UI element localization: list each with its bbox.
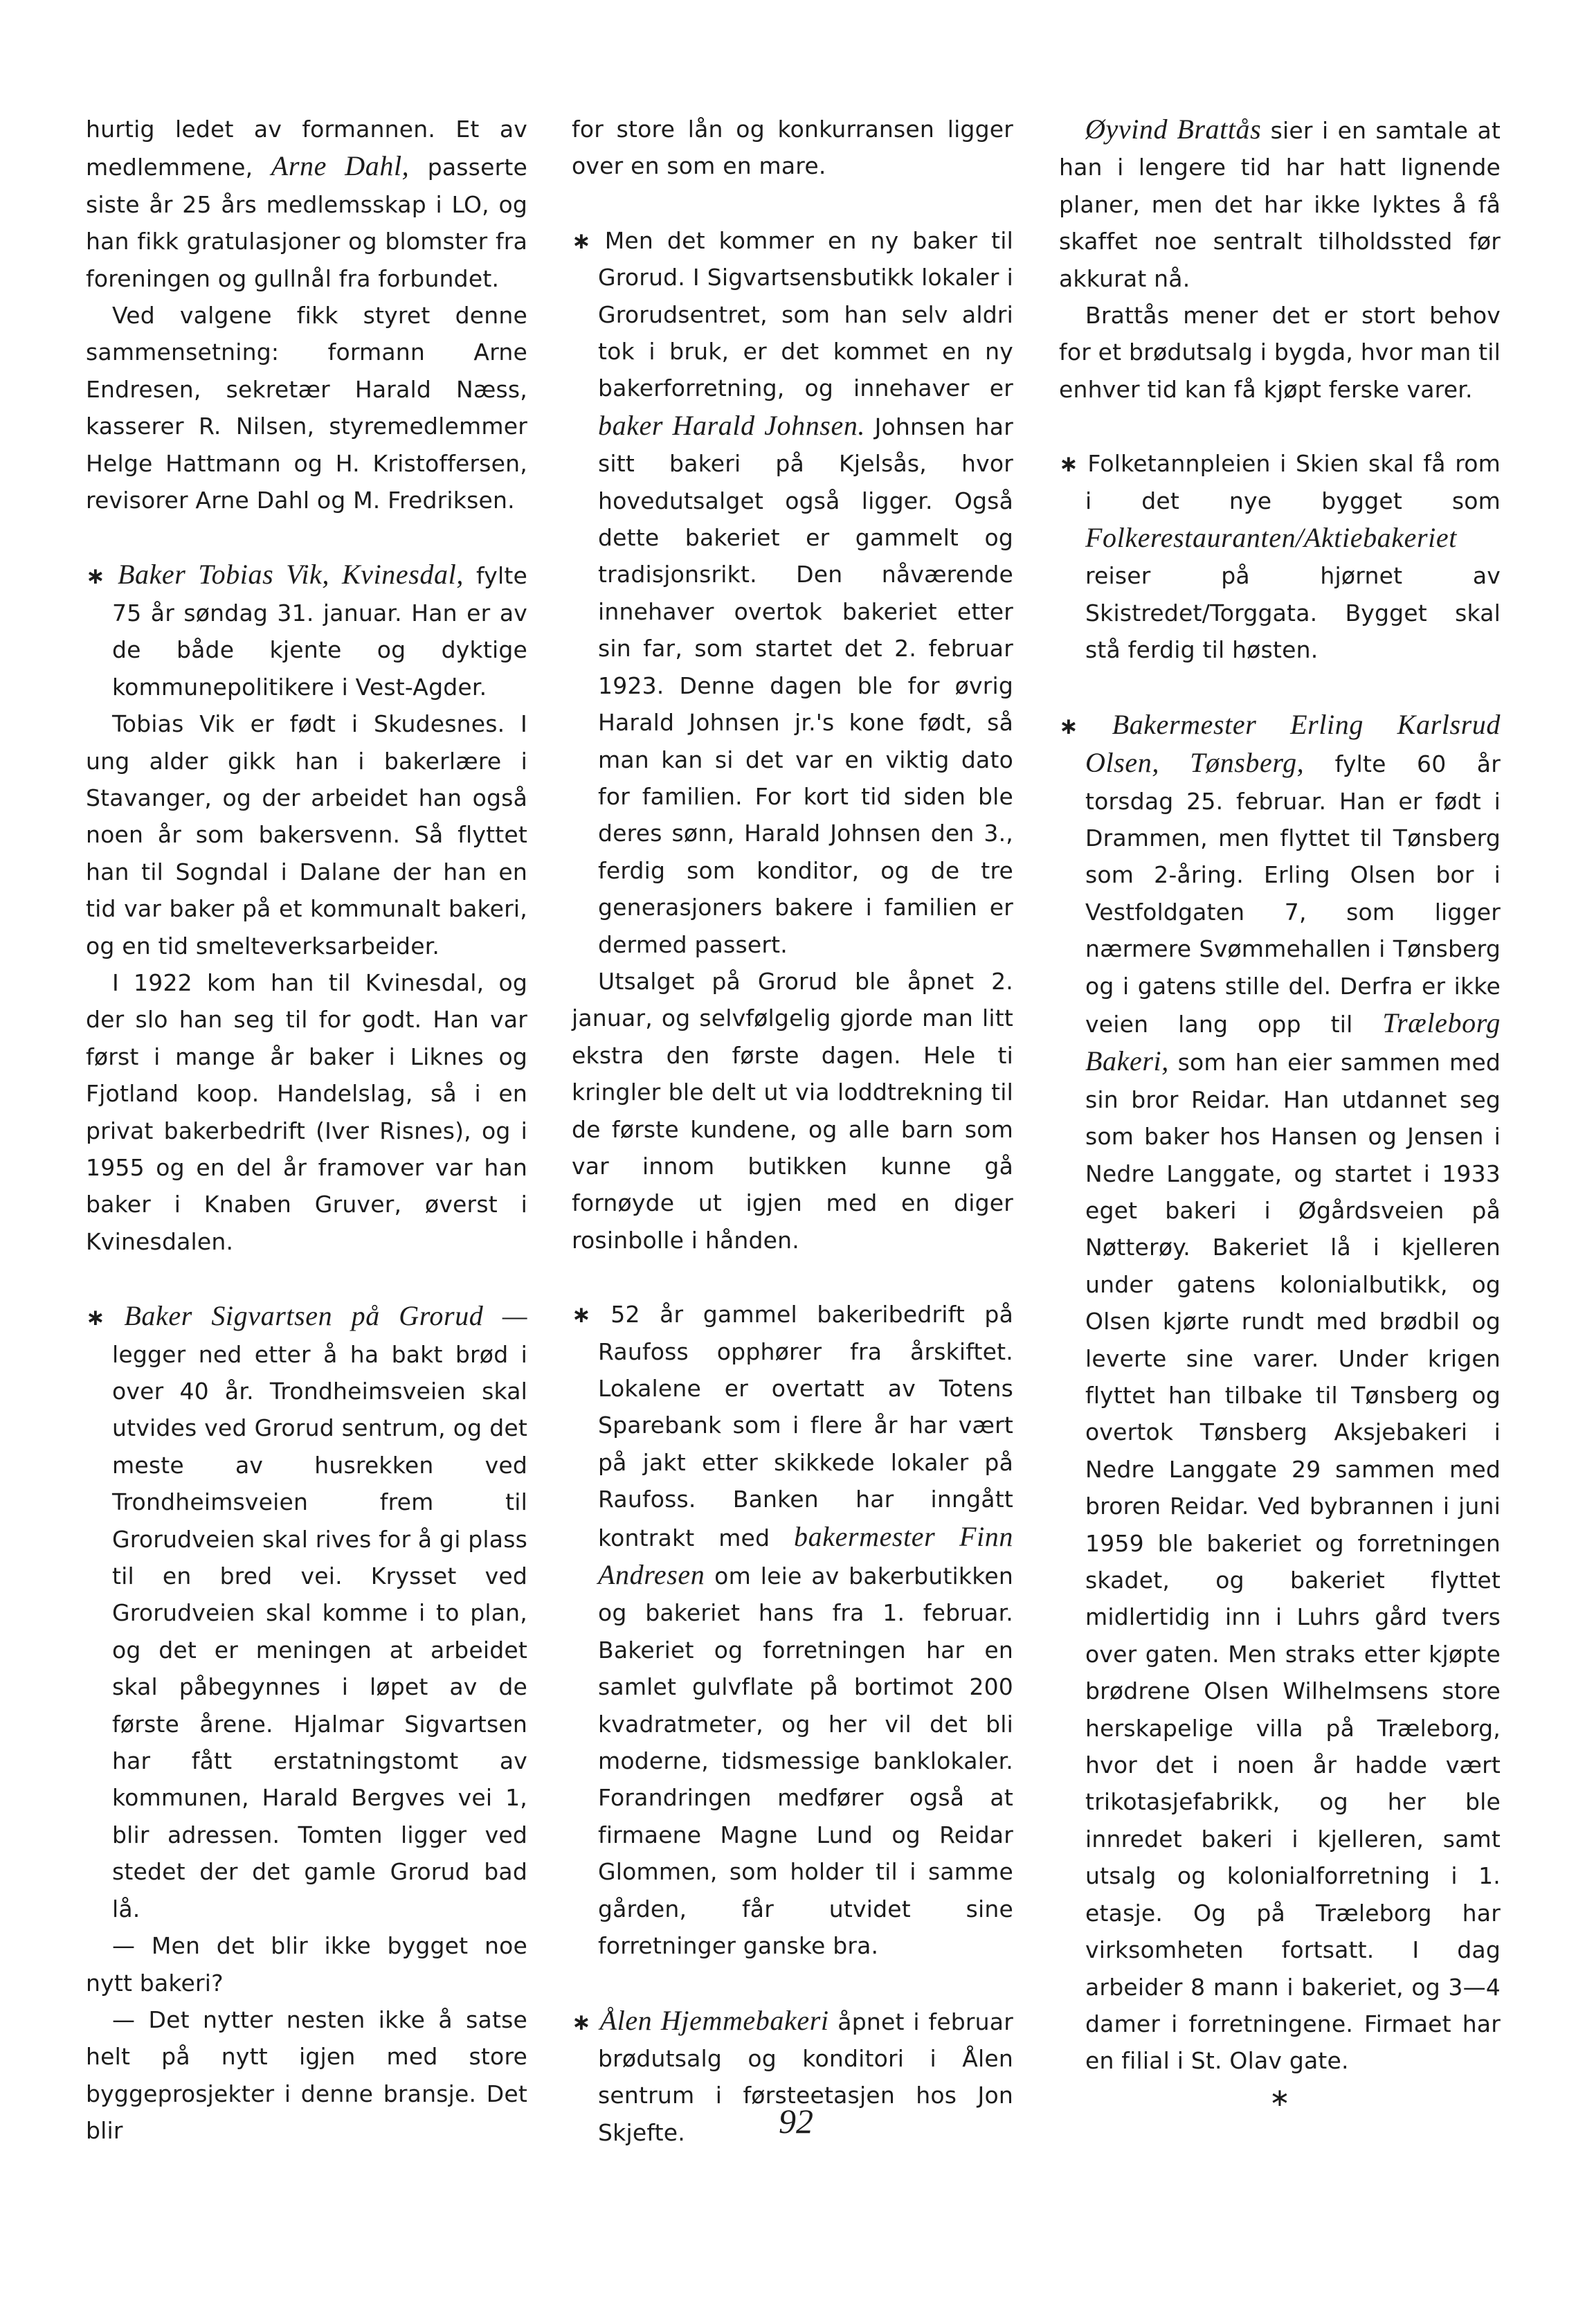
news-heading: Ålen Hjemmebakeri: [599, 2004, 829, 2036]
business-name: Træleborg Bakeri,: [1085, 1007, 1501, 1077]
asterisk-bullet-icon: ∗: [1059, 450, 1078, 478]
person-name: Øyvind Brattås: [1085, 114, 1262, 145]
person-name: bakermester Finn Andresen: [598, 1520, 1013, 1591]
column-2: [572, 111, 1013, 2151]
news-item-sigvartsen: ∗ Baker Sigvartsen på Grorud — legger ned etter å ha bakt brød i over 40 år. Trondheimsveien skal utvides ved Grorud sentrum, og det meste av husrekken ved Trondheimsveien frem til Grorudveien skal rives for å gi plass til en bred vei. Krysset ved Grorudveien skal komme i to plan, og det er meningen at arbeidet skal påbegynnes i løpet av de første årene. Hjalmar Sigvartsen har fått erstatningstomt av kommunen, Harald Bergves vei 1, blir adressen. Tomten ligger ved stedet der det gamle Grorud bad lå.: [86, 1300, 527, 1922]
asterisk-bullet-icon: ∗: [572, 2008, 591, 2035]
article-paragraph: Brattås mener det er stort behov for et brødutsalg i bygda, hvor man til enhver tid kan få kjøpt ferske varer.: [1059, 302, 1501, 403]
news-item-raufoss: ∗ 52 år gammel bakeribedrift på Raufoss opphører fra årskiftet. Lokalene er overtatt av Totens Sparebank som i flere år har vært på jakt etter skikkede lokaler på Raufoss. Banken har inngått kontrakt med bakermester Finn Andresen om leie av bakerbutikken og bakeriet hans fra 1. februar. Bakeriet og forretningen har en samlet gulvflate på bortimot 200 kvadratmeter, og her vil det bli moderne, tidsmessige banklokaler. Forandringen medfører også at firmaene Magne Lund og Reidar Glommen, som holder til i samme gården, får utvidet sine forretninger ganske bra.: [572, 1301, 1013, 1960]
news-item-alen: ∗ Ålen Hjemmebakeri åpnet i februar brødutsalg og konditori i Ålen sentrum i førsteetasjen hos Jon Skjefte.: [572, 2004, 1013, 2146]
news-item-tobias-vik: ∗ Baker Tobias Vik, Kvinesdal, fylte 75 år søndag 31. januar. Han er av de både kjente og dyktige kommunepolitikere i Vest-Agder.: [86, 559, 527, 701]
article-paragraph: Utsalget på Grorud ble åpnet 2. januar, og selvfølgelig gjorde man litt ekstra den første dagen. Hele ti kringler ble delt ut via loddtrekning til de første kundene, og alle barn som var innom butikken kunne gå fornøyde ut igjen med en diger rosinbolle i hånden.: [572, 967, 1013, 1254]
article-paragraph: for store lån og konkurransen ligger over en som en mare.: [572, 116, 1013, 180]
column-3: [1059, 111, 1501, 2116]
news-item-harald-johnsen: ∗ Men det kommer en ny baker til Grorud. I Sigvartsensbutikk lokaler i Grorudsentret, som han selv aldri tok i bruk, er det kommet en ny bakerforretning, og innehaver er baker Harald Johnsen. Johnsen har sitt bakeri på Kjelsås, hvor hovedutsalget også ligger. Også dette bakeriet er gammelt og tradisjonsrikt. Den nåværende innehaver overtok bakeriet etter sin far, som startet det 2. februar 1923. Denne dagen ble for øvrig Harald Johnsen jr.'s kone født, så man kan si det var en viktig dato for familien. For kort tid siden ble deres sønn, Harald Johnsen den 3., ferdig som konditor, og de tre generasjoners bakere i familien er dermed passert.: [572, 226, 1013, 958]
person-name: Arne Dahl,: [271, 150, 410, 182]
column-1: [86, 111, 527, 2150]
news-item-erling-olsen: ∗ Bakermester Erling Karlsrud Olsen, Tønsberg, fylte 60 år torsdag 25. februar. Han er født i Drammen, men flyttet til Tønsberg som 2-åring. Erling Olsen bor i Vestfoldgaten 7, som ligger nærmere Svømmehallen i Tønsberg og i gatens stille del. Derfra er ikke veien lang opp til Træleborg Bakeri, som han eier sammen med sin bror Reidar. Han utdannet seg som baker hos Hansen og Jensen i Nedre Langgate, og startet i 1933 eget bakeri i Øgårdsveien på Nøtterøy. Bakeriet lå i kjelleren under gatens kolonialbutikk, og Olsen kjørte rundt med brødbil og leverte sine varer. Under krigen flyttet han tilbake til Tønsberg og overtok Tønsberg Aksjebakeri i Nedre Langgate 29 sammen med broren Reidar. Ved bybrannen i juni 1959 ble bakeriet og forretningen skadet, og bakeriet flyttet midlertidig inn i Luhrs gård tvers over gaten. Men straks etter kjøpte brødrene Olsen Wilhelmsens store herskapelige villa på Træleborg, hvor det i noen år hadde vært trikotasjefabrikk, og her ble innredet bakeri i kjelleren, samt utsalg og kolonialforretning i 1. etasje. Og på Træleborg har virksomheten fortsatt. I dag arbeider 8 mann i bakeriet, og 3—4 damer i forretningene. Firmaet har en filial i St. Olav gate.: [1059, 708, 1501, 2075]
business-name: Folkerestauranten/Aktiebakeriet: [1085, 522, 1457, 554]
article-paragraph: Øyvind Brattås sier i en samtale at han i lengere tid har hatt lignende planer, men det har ikke lyktes å få skaffet noe sentralt tilholdssted før akkurat nå.: [1059, 114, 1501, 292]
end-asterisk-icon: ∗: [1269, 2083, 1291, 2112]
asterisk-bullet-icon: ∗: [86, 1304, 105, 1331]
asterisk-bullet-icon: ∗: [572, 1301, 591, 1328]
asterisk-bullet-icon: ∗: [86, 562, 105, 590]
asterisk-bullet-icon: ∗: [1059, 712, 1078, 739]
article-paragraph: hurtig ledet av formannen. Et av medlemmene, Arne Dahl, passerte siste år 25 års medlemsskap i LO, og han fikk gratulasjoner og blomster fra foreningen og gullnål fra forbundet.: [86, 116, 527, 292]
person-name: baker Harald Johnsen.: [598, 409, 866, 441]
news-item-skien: ∗ Folketannpleien i Skien skal få rom i det nye bygget som Folkerestauranten/Aktiebakeriet reiser på hjørnet av Skistredet/Torggata. Bygget skal stå ferdig til høsten.: [1059, 450, 1501, 664]
article-paragraph: I 1922 kom han til Kvinesdal, og der slo han seg til for godt. Han var først i mange år baker i Liknes og Fjotland koop. Handelslag, så i en privat bakerbedrift (Iver Risnes), og i 1955 og en del år framover var han baker i Knaben Gruver, øverst i Kvinesdalen.: [86, 969, 527, 1255]
page-number: 92: [779, 2102, 813, 2141]
asterisk-bullet-icon: ∗: [572, 226, 591, 254]
article-paragraph: Ved valgene fikk styret denne sammensetning: formann Arne Endresen, sekretær Harald Næss, kasserer R. Nilsen, styremedlemmer Helge Hattmann og H. Kristoffersen, revisorer Arne Dahl og M. Fredriksen.: [86, 302, 527, 514]
article-paragraph: — Men det blir ikke bygget noe nytt bakeri?: [86, 1932, 527, 1997]
article-paragraph: — Det nytter nesten ikke å satse helt på nytt igjen med store byggeprosjekter i denne bransje. Det blir: [86, 2006, 527, 2145]
news-heading: Baker Tobias Vik, Kvinesdal,: [117, 559, 464, 591]
news-heading: Baker Sigvartsen på Grorud —: [124, 1300, 527, 1332]
article-paragraph: Tobias Vik er født i Skudesnes. I ung alder gikk han i bakerlære i Stavanger, og der arbeidet han også noen år som bakersvenn. Så flyttet han til Sogndal i Dalane der han en tid var baker på et kommunalt bakeri, og en tid smelteverksarbeider.: [86, 710, 527, 960]
news-heading: Bakermester Erling Karlsrud Olsen, Tønsberg,: [1085, 708, 1501, 779]
